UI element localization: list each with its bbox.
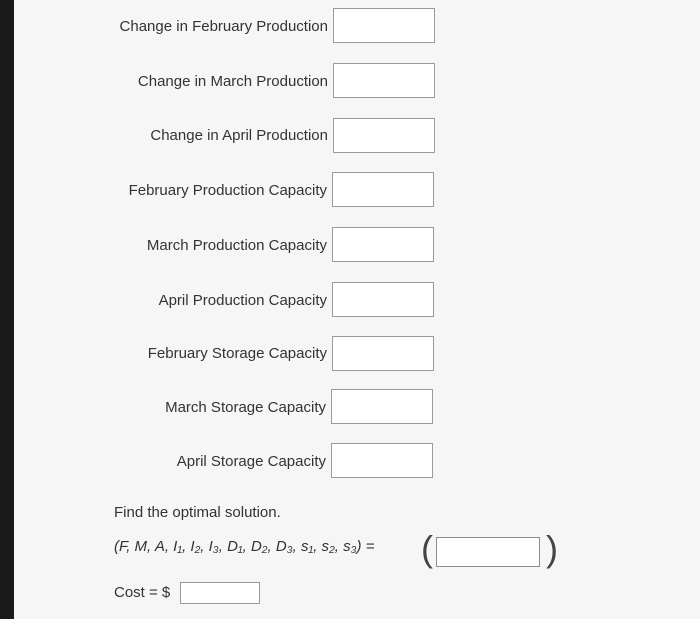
field-row-mar-capacity [0, 225, 327, 265]
apr-storage-capacity-input[interactable] [331, 443, 433, 478]
close-paren: ) [546, 528, 558, 569]
field-label: February Storage Capacity [147, 344, 327, 362]
field-label: Change in February Production [119, 17, 328, 35]
field-label: April Storage Capacity [176, 452, 326, 470]
solution-prompt: Find the optimal solution. [114, 504, 281, 521]
field-label: February Production Capacity [128, 181, 327, 199]
change-feb-production-input[interactable] [333, 8, 435, 43]
apr-production-capacity-input[interactable] [332, 282, 434, 317]
field-row-mar-storage [0, 387, 326, 427]
feb-production-capacity-input[interactable] [332, 172, 434, 207]
field-label: Change in April Production [150, 126, 328, 144]
field-label: April Production Capacity [158, 291, 327, 309]
field-row-apr-storage [0, 441, 326, 481]
field-label: Change in March Production [137, 72, 328, 90]
field-label: March Storage Capacity [165, 398, 326, 416]
open-paren: ( [421, 528, 433, 569]
cost-label: Cost = $ [114, 584, 171, 601]
field-row-change-mar [0, 61, 328, 101]
field-row-feb-capacity [0, 170, 327, 210]
change-mar-production-input[interactable] [333, 63, 435, 98]
field-row-apr-capacity [0, 280, 327, 320]
field-row-change-apr [0, 115, 328, 155]
solution-tuple-label: (F, M, A, I₁, I₂, I₃, D₁, D₂, D₃, s₁, s₂, s₃) = [114, 538, 375, 555]
mar-production-capacity-input[interactable] [332, 227, 434, 262]
field-label: March Production Capacity [146, 236, 327, 254]
field-row-change-feb [0, 6, 328, 46]
cost-input[interactable] [180, 582, 260, 604]
field-row-feb-storage [0, 333, 327, 373]
solution-tuple-input[interactable] [436, 537, 540, 567]
change-apr-production-input[interactable] [333, 118, 435, 153]
mar-storage-capacity-input[interactable] [331, 389, 433, 424]
feb-storage-capacity-input[interactable] [332, 336, 434, 371]
